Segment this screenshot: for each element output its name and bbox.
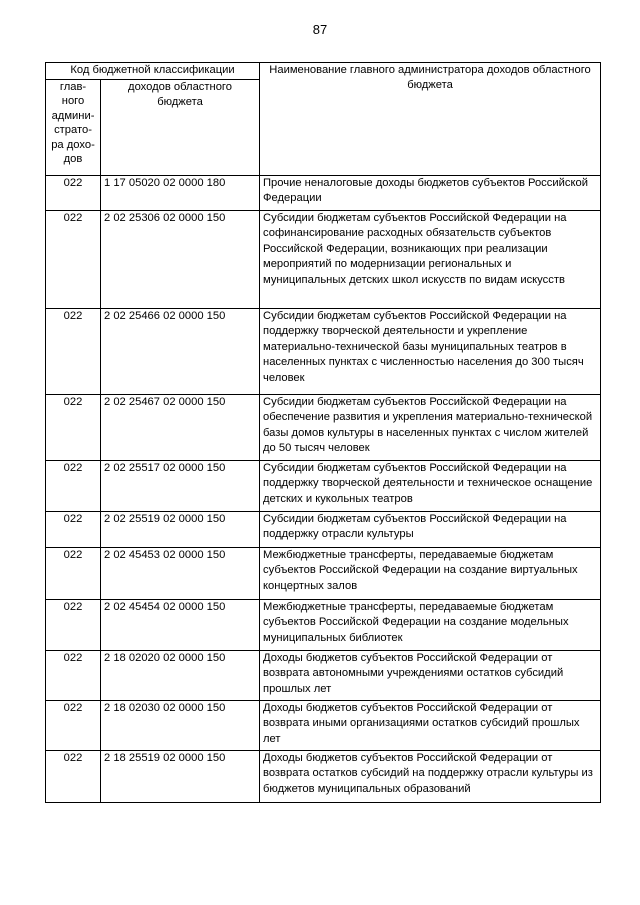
- page-number: 87: [312, 22, 328, 37]
- table-row: [46, 394, 601, 460]
- table-row: [46, 547, 601, 599]
- revenue-name-cell: Доходы бюджетов субъектов Российской Федерации от возврата иными организациями остатков субсидий прошлых лет: [260, 700, 601, 750]
- revenue-name-cell: Прочие неналоговые доходы бюджетов субъектов Российской Федерации: [260, 175, 601, 210]
- table-row: [46, 511, 601, 547]
- revenue-name-cell: Субсидии бюджетам субъектов Российской Федерации на поддержку творческой деятельности и укрепление материально-технической базы муниципальных театров в населенных пунктах с численностью населения до 300 тысяч человек: [260, 308, 601, 394]
- revenue-code-header: доходов областного бюджета: [101, 79, 260, 175]
- table-row: [46, 750, 601, 802]
- revenue-code-cell: 1 17 05020 02 0000 180: [101, 175, 260, 210]
- revenue-name-cell: Доходы бюджетов субъектов Российской Федерации от возврата автономными учреждениями остатков субсидий прошлых лет: [260, 650, 601, 700]
- revenue-code-cell: 2 02 25519 02 0000 150: [101, 511, 260, 547]
- revenue-name-cell: Субсидии бюджетам субъектов Российской Федерации на поддержку творческой деятельности и техническое оснащение детских и кукольных театров: [260, 460, 601, 511]
- main-administrator-header: глав-ного админи-страто-ра дохо-дов: [46, 79, 101, 175]
- admin-code-cell: 022: [46, 650, 101, 700]
- revenue-code-cell: 2 18 02020 02 0000 150: [101, 650, 260, 700]
- table-row: [46, 210, 601, 308]
- table-row: [46, 599, 601, 650]
- admin-code-cell: 022: [46, 460, 101, 511]
- admin-code-cell: 022: [46, 599, 101, 650]
- table-row: [46, 700, 601, 750]
- budget-classification-code-header: Код бюджетной классификации: [46, 63, 260, 80]
- revenue-name-cell: Субсидии бюджетам субъектов Российской Федерации на поддержку отрасли культуры: [260, 511, 601, 547]
- revenue-name-cell: Субсидии бюджетам субъектов Российской Федерации на софинансирование расходных обязательств субъектов Российской Федерации, возникающих при реализации мероприятий по модернизации региональных и муниципальных детских школ искусств по видам искусств: [260, 210, 601, 308]
- revenue-code-cell: 2 02 25306 02 0000 150: [101, 210, 260, 308]
- admin-code-cell: 022: [46, 210, 101, 308]
- revenue-code-cell: 2 02 45453 02 0000 150: [101, 547, 260, 599]
- admin-code-cell: 022: [46, 394, 101, 460]
- revenue-name-cell: Субсидии бюджетам субъектов Российской Федерации на обеспечение развития и укрепления материально-технической базы домов культуры в населенных пунктах с числом жителей до 50 тысяч человек: [260, 394, 601, 460]
- admin-code-cell: 022: [46, 511, 101, 547]
- table-row: [46, 460, 601, 511]
- revenue-code-cell: 2 02 45454 02 0000 150: [101, 599, 260, 650]
- revenue-name-cell: Доходы бюджетов субъектов Российской Федерации от возврата остатков субсидий на поддержку отрасли культуры из бюджетов муниципальных образований: [260, 750, 601, 802]
- table-row: [46, 650, 601, 700]
- admin-code-cell: 022: [46, 308, 101, 394]
- table-row: [46, 308, 601, 394]
- admin-code-cell: 022: [46, 547, 101, 599]
- revenue-code-cell: 2 02 25467 02 0000 150: [101, 394, 260, 460]
- revenue-code-cell: 2 02 25517 02 0000 150: [101, 460, 260, 511]
- revenue-code-cell: 2 18 25519 02 0000 150: [101, 750, 260, 802]
- administrator-name-header: Наименование главного администратора доходов областного бюджета: [260, 63, 601, 176]
- admin-code-cell: 022: [46, 750, 101, 802]
- revenue-code-cell: 2 18 02030 02 0000 150: [101, 700, 260, 750]
- revenue-name-cell: Межбюджетные трансферты, передаваемые бюджетам субъектов Российской Федерации на создание виртуальных концертных залов: [260, 547, 601, 599]
- revenue-name-cell: Межбюджетные трансферты, передаваемые бюджетам субъектов Российской Федерации на создание модельных муниципальных библиотек: [260, 599, 601, 650]
- table-row: [46, 175, 601, 210]
- revenue-code-cell: 2 02 25466 02 0000 150: [101, 308, 260, 394]
- budget-classification-table: [45, 62, 601, 803]
- admin-code-cell: 022: [46, 175, 101, 210]
- admin-code-cell: 022: [46, 700, 101, 750]
